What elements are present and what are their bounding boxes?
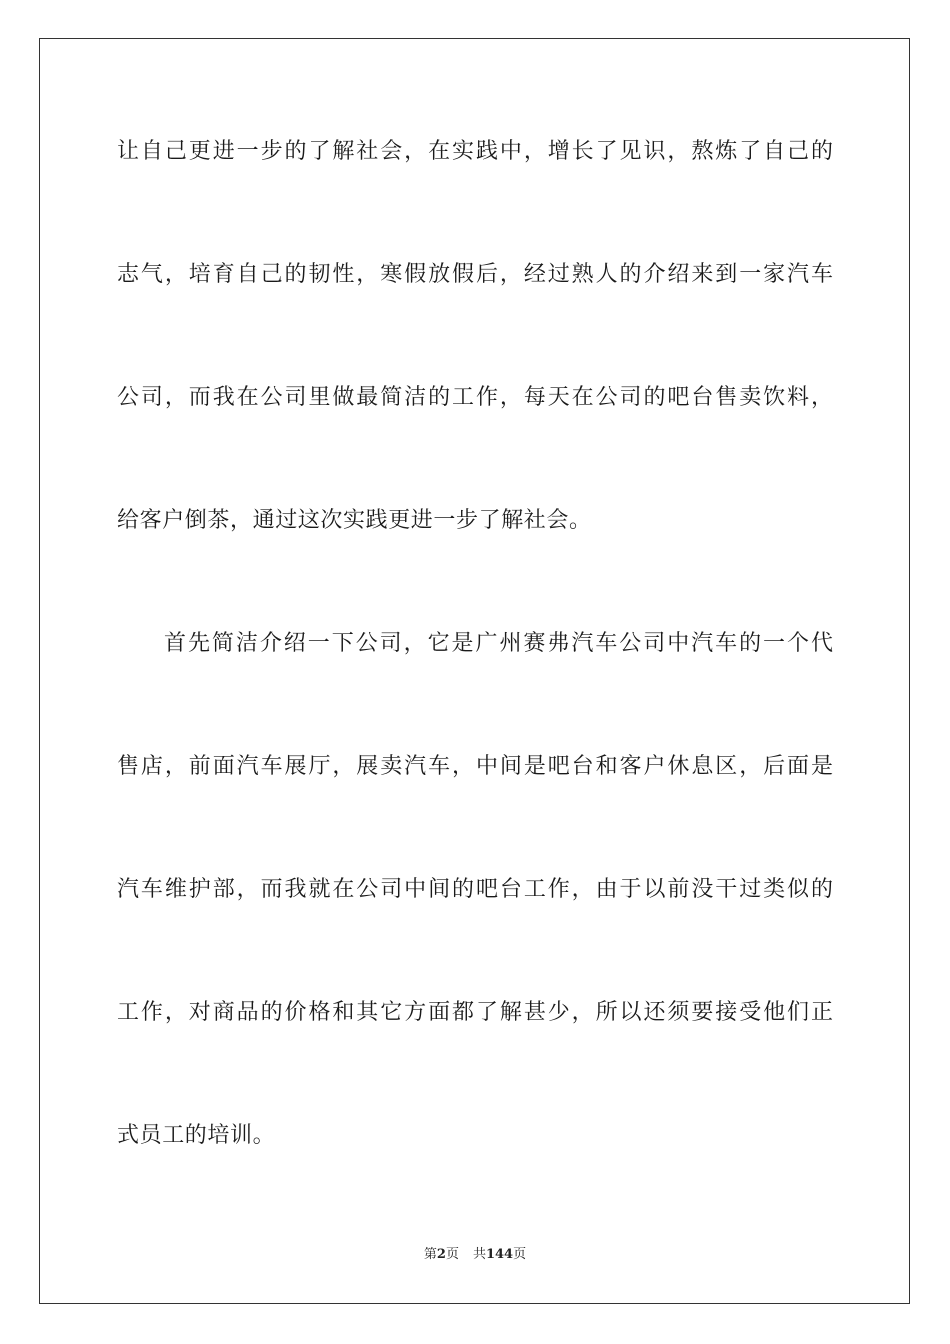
page-footer: [0, 1247, 950, 1263]
text-line-4: 给客户倒茶，通过这次实践更进一步了解社会。: [117, 508, 592, 533]
text-line-2: 志气，培育自己的韧性，寒假放假后，经过熟人的介绍来到一家汽车: [117, 262, 833, 287]
text-line-3: 公司，而我在公司里做最简洁的工作，每天在公司的吧台售卖饮料，: [117, 385, 833, 410]
total-pages: 144: [485, 1247, 514, 1262]
total-prefix: 共: [472, 1247, 486, 1262]
text-line-9: 式员工的培训。: [117, 1123, 276, 1148]
text-line-1: 让自己更进一步的了解社会，在实践中，增长了见识，熬炼了自己的: [117, 139, 833, 164]
page-border: [39, 38, 910, 1304]
page-prefix: 第: [423, 1247, 437, 1262]
total-suffix: 页: [513, 1247, 527, 1262]
text-line-8: 工作，对商品的价格和其它方面都了解甚少，所以还须要接受他们正: [117, 1000, 833, 1025]
text-line-6: 售店，前面汽车展厅，展卖汽车，中间是吧台和客户休息区，后面是: [117, 754, 833, 779]
page-suffix: 页: [445, 1247, 459, 1262]
text-line-5: 首先简洁介绍一下公司，它是广州赛弗汽车公司中汽车的一个代: [164, 631, 833, 656]
page-number: 2: [436, 1247, 446, 1262]
text-line-7: 汽车维护部，而我就在公司中间的吧台工作，由于以前没干过类似的: [117, 877, 833, 902]
